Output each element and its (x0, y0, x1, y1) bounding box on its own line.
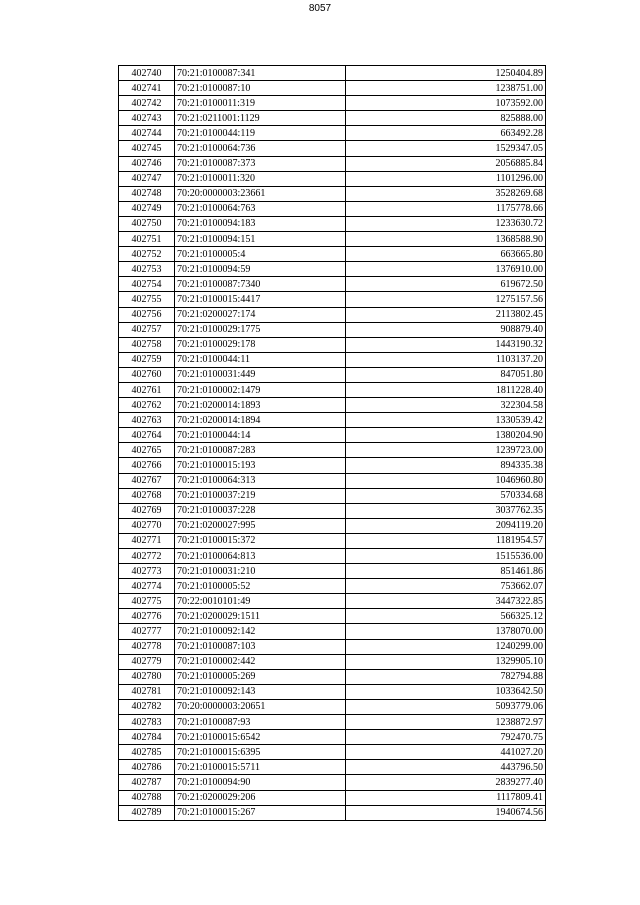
row-id-cell: 402760 (119, 367, 175, 382)
row-id-cell: 402742 (119, 96, 175, 111)
value-cell: 443796.50 (346, 760, 546, 775)
row-id-cell: 402779 (119, 654, 175, 669)
cadastral-number-cell: 70:21:0100064:736 (175, 141, 346, 156)
cadastral-number-cell: 70:21:0100031:210 (175, 564, 346, 579)
cadastral-number-cell: 70:21:0100064:813 (175, 549, 346, 564)
table-row (119, 413, 546, 428)
table-row (119, 549, 546, 564)
table-row (119, 216, 546, 231)
value-cell: 1033642.50 (346, 684, 546, 699)
table-row (119, 745, 546, 760)
cadastral-number-cell: 70:21:0100094:59 (175, 262, 346, 277)
cadastral-number-cell: 70:21:0100015:4417 (175, 292, 346, 307)
cadastral-number-cell: 70:21:0100011:319 (175, 96, 346, 111)
cadastral-number-cell: 70:21:0200014:1893 (175, 398, 346, 413)
value-cell: 1181954.57 (346, 533, 546, 548)
value-cell: 3447322.85 (346, 594, 546, 609)
table-row (119, 201, 546, 216)
value-cell: 1240299.00 (346, 639, 546, 654)
cadastral-number-cell: 70:21:0100094:90 (175, 775, 346, 790)
value-cell: 2094119.20 (346, 518, 546, 533)
table-row (119, 699, 546, 714)
value-cell: 5093779.06 (346, 699, 546, 714)
row-id-cell: 402772 (119, 549, 175, 564)
row-id-cell: 402785 (119, 745, 175, 760)
value-cell: 1378070.00 (346, 624, 546, 639)
value-cell: 2056885.84 (346, 156, 546, 171)
row-id-cell: 402752 (119, 247, 175, 262)
cadastral-number-cell: 70:21:0200014:1894 (175, 413, 346, 428)
row-id-cell: 402746 (119, 156, 175, 171)
table-row (119, 66, 546, 81)
table-row (119, 564, 546, 579)
value-cell: 3528269.68 (346, 186, 546, 201)
cadastral-number-cell: 70:21:0100064:763 (175, 201, 346, 216)
value-cell: 1376910.00 (346, 262, 546, 277)
row-id-cell: 402741 (119, 81, 175, 96)
row-id-cell: 402774 (119, 579, 175, 594)
value-cell: 894335.38 (346, 458, 546, 473)
table-row (119, 322, 546, 337)
value-cell: 1101296.00 (346, 171, 546, 186)
value-cell: 825888.00 (346, 111, 546, 126)
value-cell: 619672.50 (346, 277, 546, 292)
row-id-cell: 402762 (119, 398, 175, 413)
cadastral-number-cell: 70:21:0100094:151 (175, 232, 346, 247)
cadastral-number-cell: 70:21:0100094:183 (175, 216, 346, 231)
value-cell: 2113802.45 (346, 307, 546, 322)
row-id-cell: 402775 (119, 594, 175, 609)
table-row (119, 488, 546, 503)
cadastral-number-cell: 70:21:0211001:1129 (175, 111, 346, 126)
table-row (119, 715, 546, 730)
row-id-cell: 402784 (119, 730, 175, 745)
value-cell: 570334.68 (346, 488, 546, 503)
table-row (119, 473, 546, 488)
cadastral-number-cell: 70:20:0000003:23661 (175, 186, 346, 201)
cadastral-number-cell: 70:21:0100002:1479 (175, 382, 346, 397)
cadastral-number-cell: 70:21:0100015:6542 (175, 730, 346, 745)
value-cell: 1103137.20 (346, 352, 546, 367)
table-row (119, 141, 546, 156)
row-id-cell: 402743 (119, 111, 175, 126)
row-id-cell: 402769 (119, 503, 175, 518)
value-cell: 1117809.41 (346, 790, 546, 805)
table-row (119, 669, 546, 684)
row-id-cell: 402765 (119, 443, 175, 458)
cadastral-number-cell: 70:21:0100092:142 (175, 624, 346, 639)
value-cell: 1940674.56 (346, 805, 546, 820)
row-id-cell: 402770 (119, 518, 175, 533)
row-id-cell: 402777 (119, 624, 175, 639)
table-row (119, 443, 546, 458)
cadastral-number-cell: 70:21:0100087:283 (175, 443, 346, 458)
row-id-cell: 402781 (119, 684, 175, 699)
table-row (119, 262, 546, 277)
value-cell: 782794.88 (346, 669, 546, 684)
table-row (119, 352, 546, 367)
row-id-cell: 402750 (119, 216, 175, 231)
cadastral-number-cell: 70:21:0100044:119 (175, 126, 346, 141)
cadastral-number-cell: 70:21:0100015:267 (175, 805, 346, 820)
row-id-cell: 402761 (119, 382, 175, 397)
cadastral-number-cell: 70:21:0100029:178 (175, 337, 346, 352)
value-cell: 441027.20 (346, 745, 546, 760)
table-row (119, 81, 546, 96)
table-row (119, 684, 546, 699)
table-row (119, 760, 546, 775)
value-cell: 792470.75 (346, 730, 546, 745)
table-row (119, 609, 546, 624)
cadastral-number-cell: 70:21:0100087:103 (175, 639, 346, 654)
value-cell: 1515536.00 (346, 549, 546, 564)
value-cell: 1368588.90 (346, 232, 546, 247)
cadastral-number-cell: 70:21:0100044:11 (175, 352, 346, 367)
table-row (119, 518, 546, 533)
cadastral-number-cell: 70:20:0000003:20651 (175, 699, 346, 714)
row-id-cell: 402755 (119, 292, 175, 307)
row-id-cell: 402768 (119, 488, 175, 503)
cadastral-number-cell: 70:21:0100015:193 (175, 458, 346, 473)
row-id-cell: 402783 (119, 715, 175, 730)
row-id-cell: 402759 (119, 352, 175, 367)
cadastral-number-cell: 70:21:0100087:7340 (175, 277, 346, 292)
cadastral-number-cell: 70:21:0100087:10 (175, 81, 346, 96)
table-row (119, 428, 546, 443)
table-row (119, 730, 546, 745)
row-id-cell: 402749 (119, 201, 175, 216)
row-id-cell: 402780 (119, 669, 175, 684)
table-row (119, 790, 546, 805)
value-cell: 1175778.66 (346, 201, 546, 216)
cadastral-number-cell: 70:21:0100015:372 (175, 533, 346, 548)
table-row (119, 337, 546, 352)
table-row (119, 805, 546, 820)
row-id-cell: 402748 (119, 186, 175, 201)
table-row (119, 126, 546, 141)
row-id-cell: 402754 (119, 277, 175, 292)
cadastral-number-cell: 70:21:0100005:4 (175, 247, 346, 262)
table-row (119, 503, 546, 518)
cadastral-number-cell: 70:21:0100005:269 (175, 669, 346, 684)
row-id-cell: 402787 (119, 775, 175, 790)
value-cell: 847051.80 (346, 367, 546, 382)
row-id-cell: 402744 (119, 126, 175, 141)
value-cell: 1239723.00 (346, 443, 546, 458)
value-cell: 1330539.42 (346, 413, 546, 428)
row-id-cell: 402767 (119, 473, 175, 488)
cadastral-number-cell: 70:21:0100087:341 (175, 66, 346, 81)
cadastral-number-cell: 70:21:0100015:5711 (175, 760, 346, 775)
cadastral-number-cell: 70:21:0100005:52 (175, 579, 346, 594)
cadastral-number-cell: 70:21:0100087:373 (175, 156, 346, 171)
table-row (119, 156, 546, 171)
row-id-cell: 402756 (119, 307, 175, 322)
cadastral-number-cell: 70:21:0100087:93 (175, 715, 346, 730)
value-cell: 1073592.00 (346, 96, 546, 111)
table-row (119, 639, 546, 654)
value-cell: 566325.12 (346, 609, 546, 624)
cadastral-number-cell: 70:21:0100029:1775 (175, 322, 346, 337)
row-id-cell: 402764 (119, 428, 175, 443)
row-id-cell: 402740 (119, 66, 175, 81)
row-id-cell: 402788 (119, 790, 175, 805)
table-row (119, 247, 546, 262)
value-cell: 1046960.80 (346, 473, 546, 488)
table-row (119, 458, 546, 473)
value-cell: 1238872.97 (346, 715, 546, 730)
row-id-cell: 402757 (119, 322, 175, 337)
cadastral-value-table (118, 65, 546, 821)
table-row (119, 533, 546, 548)
table-row (119, 186, 546, 201)
row-id-cell: 402782 (119, 699, 175, 714)
cadastral-number-cell: 70:21:0100002:442 (175, 654, 346, 669)
cadastral-number-cell: 70:21:0200027:174 (175, 307, 346, 322)
row-id-cell: 402751 (119, 232, 175, 247)
cadastral-number-cell: 70:21:0100011:320 (175, 171, 346, 186)
table-row (119, 277, 546, 292)
value-cell: 908879.40 (346, 322, 546, 337)
cadastral-number-cell: 70:21:0200027:995 (175, 518, 346, 533)
value-cell: 1329905.10 (346, 654, 546, 669)
cadastral-number-cell: 70:21:0200029:1511 (175, 609, 346, 624)
table-row (119, 654, 546, 669)
cadastral-number-cell: 70:21:0100031:449 (175, 367, 346, 382)
row-id-cell: 402778 (119, 639, 175, 654)
value-cell: 1811228.40 (346, 382, 546, 397)
row-id-cell: 402771 (119, 533, 175, 548)
table-row (119, 96, 546, 111)
table-row (119, 111, 546, 126)
value-cell: 1529347.05 (346, 141, 546, 156)
cadastral-number-cell: 70:21:0100037:228 (175, 503, 346, 518)
row-id-cell: 402773 (119, 564, 175, 579)
value-cell: 1443190.32 (346, 337, 546, 352)
value-cell: 663492.28 (346, 126, 546, 141)
value-cell: 1250404.89 (346, 66, 546, 81)
table-row (119, 292, 546, 307)
table-body (119, 66, 546, 821)
value-cell: 1275157.56 (346, 292, 546, 307)
value-cell: 663665.80 (346, 247, 546, 262)
cadastral-number-cell: 70:21:0200029:206 (175, 790, 346, 805)
cadastral-number-cell: 70:21:0100037:219 (175, 488, 346, 503)
value-cell: 1380204.90 (346, 428, 546, 443)
page-number: 8057 (308, 3, 332, 14)
table-row (119, 579, 546, 594)
cadastral-number-cell: 70:22:0010101:49 (175, 594, 346, 609)
row-id-cell: 402758 (119, 337, 175, 352)
row-id-cell: 402786 (119, 760, 175, 775)
value-cell: 2839277.40 (346, 775, 546, 790)
value-cell: 753662.07 (346, 579, 546, 594)
table-row (119, 367, 546, 382)
table-row (119, 307, 546, 322)
table-row (119, 382, 546, 397)
row-id-cell: 402776 (119, 609, 175, 624)
value-cell: 1233630.72 (346, 216, 546, 231)
row-id-cell: 402745 (119, 141, 175, 156)
table-row (119, 171, 546, 186)
table-row (119, 775, 546, 790)
table-row (119, 232, 546, 247)
row-id-cell: 402753 (119, 262, 175, 277)
cadastral-number-cell: 70:21:0100044:14 (175, 428, 346, 443)
table-row (119, 594, 546, 609)
value-cell: 322304.58 (346, 398, 546, 413)
table-row (119, 398, 546, 413)
value-cell: 3037762.35 (346, 503, 546, 518)
cadastral-number-cell: 70:21:0100064:313 (175, 473, 346, 488)
row-id-cell: 402763 (119, 413, 175, 428)
cadastral-number-cell: 70:21:0100092:143 (175, 684, 346, 699)
row-id-cell: 402766 (119, 458, 175, 473)
cadastral-number-cell: 70:21:0100015:6395 (175, 745, 346, 760)
row-id-cell: 402789 (119, 805, 175, 820)
table-row (119, 624, 546, 639)
value-cell: 851461.86 (346, 564, 546, 579)
value-cell: 1238751.00 (346, 81, 546, 96)
row-id-cell: 402747 (119, 171, 175, 186)
